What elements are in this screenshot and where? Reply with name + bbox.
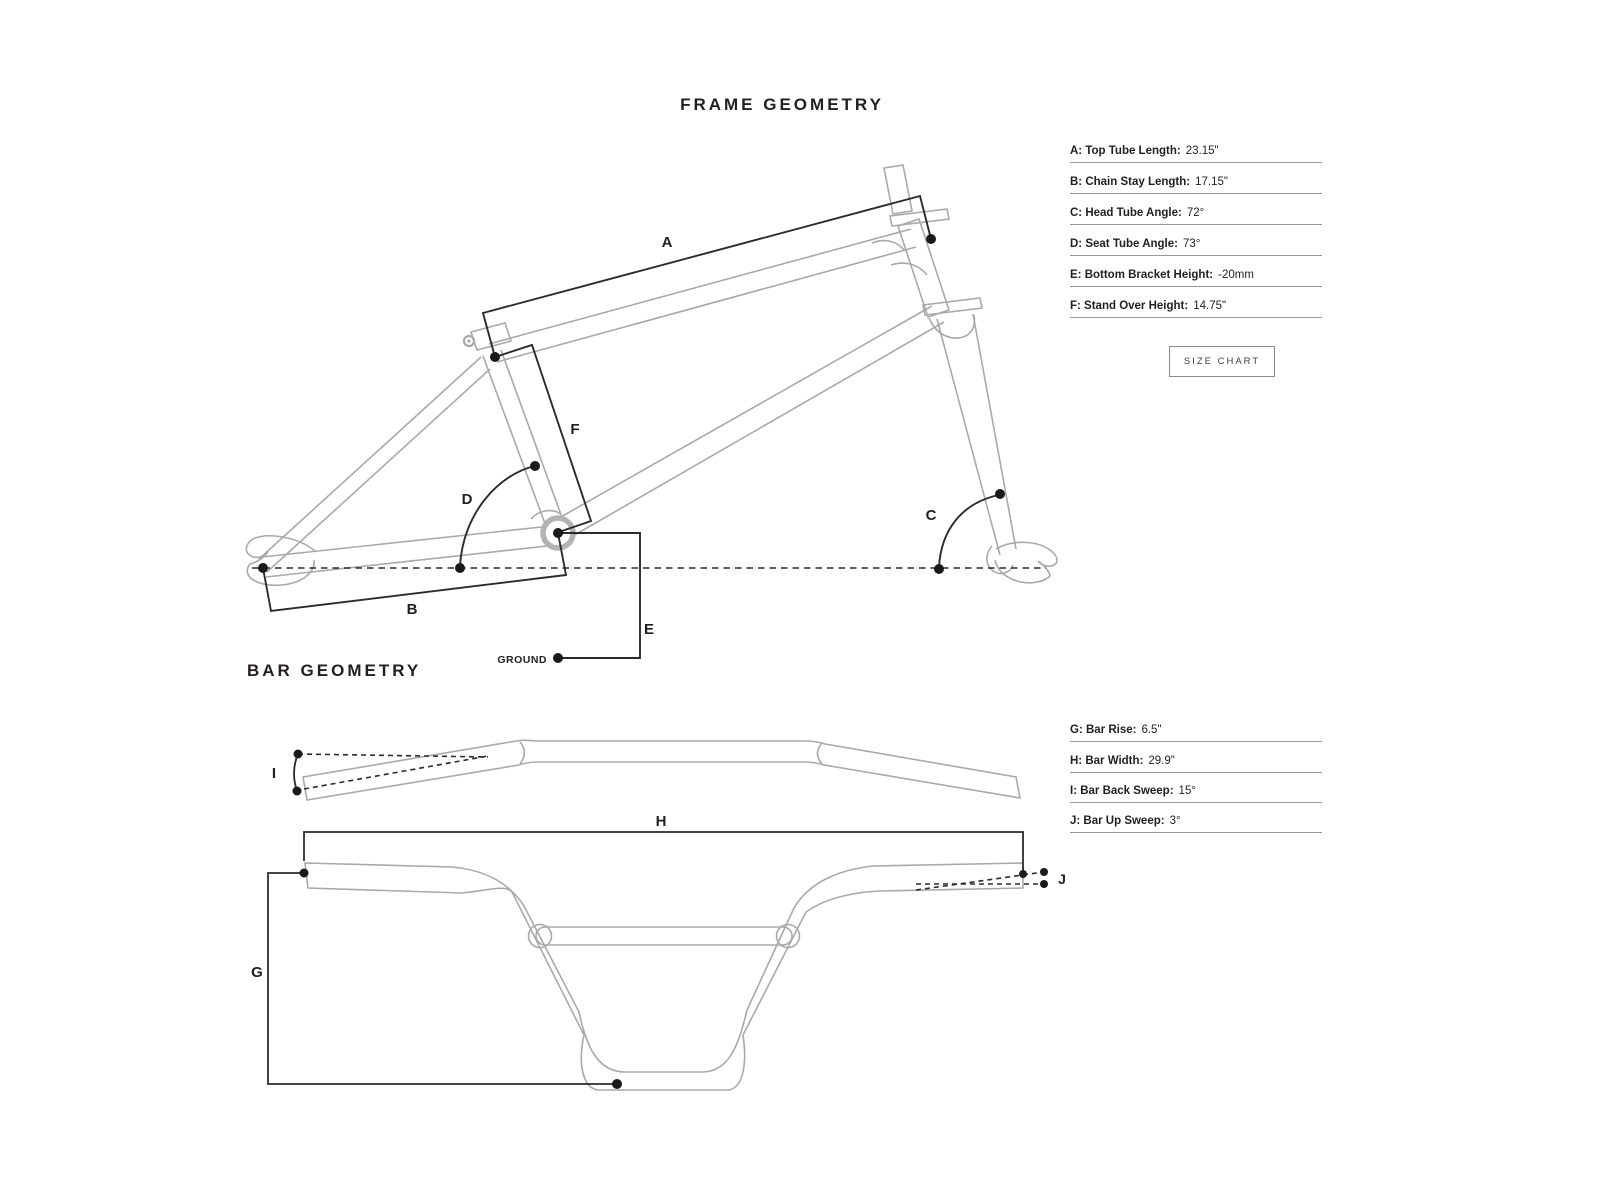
- frame-dimensions: [252, 196, 1046, 666]
- bend-seam: [520, 742, 525, 764]
- dimension-dot: [530, 461, 540, 471]
- spec-label: H: Bar Width:: [1070, 754, 1144, 767]
- dimension-dot: [553, 653, 563, 663]
- dimension-dot: [1019, 870, 1027, 878]
- dimension-dot: [293, 787, 302, 796]
- label-f: F: [570, 421, 580, 438]
- spec-value: 17.15": [1195, 176, 1228, 188]
- dimension-dot: [995, 489, 1005, 499]
- weld-gusset: [872, 241, 905, 251]
- spec-value: 29.9": [1148, 754, 1175, 767]
- bar-dimensions: [251, 750, 1066, 1090]
- dimension-dot: [294, 750, 303, 759]
- label-c: C: [925, 507, 937, 524]
- label-a: A: [661, 234, 673, 251]
- top-tube: [497, 247, 916, 362]
- label-b: B: [406, 601, 418, 618]
- spec-value: 72°: [1186, 207, 1205, 219]
- dimension-dot: [1040, 880, 1048, 888]
- weld-gusset: [891, 263, 927, 275]
- dim-a-top-tube: [483, 196, 931, 357]
- dim-i-reference: [298, 754, 488, 757]
- dim-c-head-angle-arc: [939, 495, 999, 567]
- dim-g-rise: [268, 873, 617, 1084]
- bend-seam: [818, 743, 823, 764]
- label-e: E: [643, 621, 655, 638]
- spec-label: A: Top Tube Length:: [1070, 145, 1181, 157]
- top-tube: [489, 229, 911, 344]
- dimension-dot: [455, 563, 465, 573]
- dimension-dot: [926, 234, 936, 244]
- ground-label: GROUND: [497, 654, 547, 666]
- spec-label: C: Head Tube Angle:: [1070, 207, 1182, 219]
- chain-stay: [262, 526, 551, 557]
- fork-blade: [973, 314, 1016, 549]
- seat-clamp-bolt-center: [467, 339, 470, 342]
- seatpost-stub: [471, 323, 511, 350]
- spec-value: 3°: [1169, 815, 1181, 828]
- dim-i-arc: [294, 754, 298, 791]
- seat-stay: [259, 357, 481, 559]
- down-tube: [566, 322, 944, 540]
- label-i: I: [271, 765, 277, 782]
- handlebar-front-view-outline: [305, 863, 1023, 1090]
- bar-geometry-title: BAR GEOMETRY: [247, 661, 422, 680]
- dimension-dot: [1040, 868, 1048, 876]
- spec-value: 6.5": [1141, 724, 1162, 737]
- spec-label: G: Bar Rise:: [1070, 724, 1137, 737]
- fork-blade: [937, 319, 1000, 555]
- dimension-dot: [934, 564, 944, 574]
- spec-label: F: Stand Over Height:: [1070, 300, 1189, 312]
- front-dropout: [995, 542, 1057, 582]
- frame-geometry-title: FRAME GEOMETRY: [680, 95, 884, 114]
- dim-e-bb-height: [560, 533, 640, 658]
- bar-front-view: [305, 863, 1023, 1090]
- dimension-dot: [258, 563, 268, 573]
- size-chart-button[interactable]: SIZE CHART: [1169, 346, 1275, 377]
- spec-value: 15°: [1178, 784, 1196, 797]
- dimension-dot: [300, 869, 309, 878]
- steerer-tube: [884, 165, 912, 214]
- seat-tube: [501, 350, 567, 531]
- dimension-dot: [612, 1079, 622, 1089]
- spec-value: 14.75": [1193, 300, 1227, 312]
- label-d: D: [461, 491, 473, 508]
- spec-label: I: Bar Back Sweep:: [1070, 784, 1174, 797]
- spec-label: J: Bar Up Sweep:: [1070, 815, 1165, 828]
- spec-value: 23.15": [1185, 145, 1219, 157]
- spec-label: E: Bottom Bracket Height:: [1070, 269, 1214, 281]
- crossbar: [536, 927, 792, 945]
- label-j: J: [1058, 871, 1066, 887]
- spec-label: D: Seat Tube Angle:: [1070, 238, 1178, 250]
- spec-label: B: Chain Stay Length:: [1070, 176, 1191, 188]
- seat-tube: [483, 356, 550, 537]
- down-tube: [552, 306, 932, 522]
- label-h: H: [655, 813, 667, 830]
- dimension-dot: [490, 352, 500, 362]
- label-g: G: [251, 964, 263, 981]
- dimension-dot: [553, 528, 563, 538]
- headset-top-cup: [890, 209, 949, 226]
- spec-value: 73°: [1182, 238, 1201, 250]
- spec-value: -20mm: [1218, 269, 1254, 281]
